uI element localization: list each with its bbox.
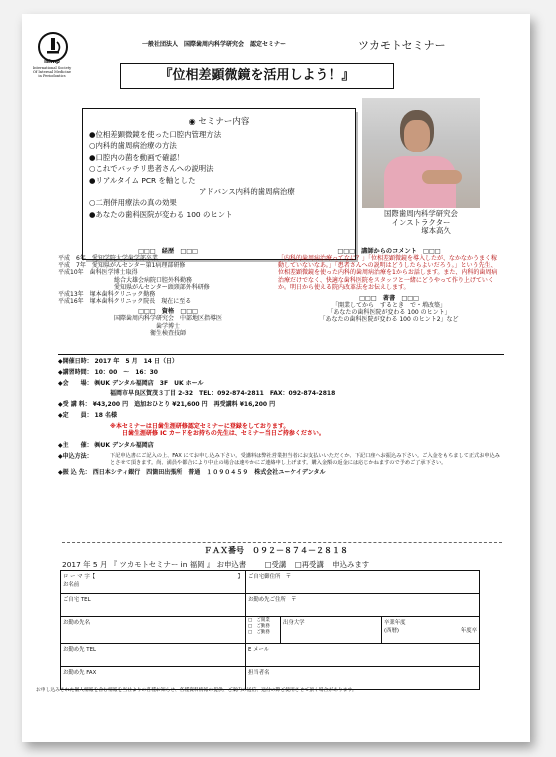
book-title: 「開業してから するとき で・増改築」 (331, 302, 446, 310)
career-section (58, 246, 278, 337)
career-line: 平成13年 塚本歯科クリニック勤務 (58, 291, 156, 299)
books-heading: □□□ 著書 □□□ (359, 295, 419, 303)
fax-number: ＦＡＸ番号 ０９２－８７４－２８１８ (204, 546, 348, 555)
application-form (60, 570, 480, 690)
seminar-item: ○二剤併用療法の真の効果 (89, 198, 177, 208)
seminar-item: ●リアルタイム PCR を軸とした (89, 175, 196, 185)
cpd-note-2: 日歯生涯研修 IC カードをお持ちの先生は、セミナー当日ご持参ください。 (122, 430, 325, 438)
fee-label: ◆受 講 料： (58, 401, 91, 408)
grad-year-row (384, 626, 477, 634)
work-name-cell[interactable] (61, 617, 246, 644)
apply-text: 下記申込書にご記入の上、FAX にてお申し込み下さい。受講料は弊社営業担当者にお支払いいただくか、下記口座へお振込み下さい。ご入金をもちまして正式お申込みとさせて頂きます。尚、満員や都合により中止の場合は速やかにご連絡申し上げます。購入金額の返金には応じかねますので予めご了承下さい。 (110, 453, 500, 466)
eye-icon: ◉ (188, 117, 196, 126)
seminar-item: ●位相差顕微鏡を使った口腔内管理方法 (89, 130, 222, 139)
divider (58, 354, 504, 355)
cut-line (62, 542, 502, 543)
romaji-row (63, 572, 243, 580)
romaji-bracket: 】 (237, 574, 243, 580)
books-list (278, 302, 500, 324)
option-attend[interactable]: □受講 (264, 560, 287, 569)
bank-label: ◆振 込 先： (58, 469, 91, 477)
comment-heading: □□□ 講師からのコメント □□□ (337, 248, 441, 255)
venue-value: ㈱UK デンタル福岡店 3F UK ホール (94, 380, 204, 387)
contact-cell[interactable] (246, 667, 480, 690)
form-header-row (62, 559, 502, 570)
org-name: 一般社団法人 国際歯周内科学研究会 認定セミナー (142, 41, 287, 48)
logo-text: International Society Of Internal Medicine in Periodontics (32, 66, 72, 79)
career-heading: □□□ 経歴 □□□ (138, 248, 198, 255)
apply-text-label: 申込みます (332, 560, 370, 569)
home-address-cell[interactable] (246, 571, 480, 594)
name-cell[interactable] (61, 571, 246, 594)
photo-arm (422, 170, 462, 184)
brand-name: ツカモトセミナー (358, 39, 446, 52)
microscope-icon (38, 32, 68, 62)
work-name-label: お勤め先名 (63, 620, 90, 626)
seminar-item: ●あなたの歯科医院が変わる 100 のヒント (89, 209, 233, 219)
page-title: 『位相差顕微鏡を活用しよう！』 (120, 63, 394, 89)
career-line: 平成 7年 愛知県がんセンター第1病理部研修 (58, 262, 186, 270)
qual-heading: □□□ 資格 □□□ (138, 308, 198, 316)
school-label: 出身大学 (283, 620, 305, 626)
venue-address: 福岡市早良区賀茂３丁目 2-32 TEL：092-874-2811 FAX：092-874-2818 (110, 390, 336, 397)
romaji-label: ロ ー マ 字【 (63, 574, 96, 580)
instructor-caption (362, 210, 480, 236)
instructor-photo (362, 98, 480, 208)
home-address-label: ご自宅御住所 〒 (248, 574, 292, 580)
home-tel-label: ご自宅 TEL (63, 597, 91, 603)
book-title: 「あなたの歯科医院が変わる 100 のヒント」 (327, 309, 451, 317)
seminar-item: ○内科的歯周病治療の方法 (89, 141, 177, 151)
seminar-item: ●口腔内の菌を動画で確認！ (89, 152, 185, 162)
school-cell[interactable] (281, 617, 382, 644)
name-label: お名前 (63, 582, 80, 588)
career-list (58, 255, 278, 305)
grad-year-cell[interactable] (382, 617, 480, 644)
logo-mark: isimp (44, 59, 60, 65)
seminar-heading: セミナー内容 (198, 117, 250, 127)
bank-value: 西日本シティ銀行 四箇田出張所 普通 １０９０４５９ 株式会社ユーケイデンタル (92, 469, 326, 477)
work-tel-cell[interactable] (61, 644, 246, 667)
work-fax-label: お勤め先 FAX (63, 670, 97, 676)
career-line: 平成 6年 愛知学院大学歯学部卒業 (58, 255, 158, 262)
qual-line: 衛生検査技師 (149, 329, 186, 337)
capacity-value: 18 名様 (94, 412, 117, 419)
date-label: ◆開催日時： (58, 358, 93, 365)
contact-label: 担当者名 (248, 670, 270, 676)
qual-list (58, 315, 278, 337)
career-line: 平成10年 歯科医学博士取得 (58, 269, 138, 277)
career-line: 平成16年 塚本歯科クリニック院長 現在に至る (58, 298, 192, 306)
comment-text: 「内科的歯周病治療ってなに？」「位相差顕微鏡を導入したが、なかなかうまく稼動していないなあ。」「患者さんへの説明はどうしたらよいだろう。」という先生、位相差顕微鏡を使った内科的歯周病治療を1からお話します。また、内科的歯周病治療だけでなく、快適な歯科医院をスタッフと一緒にどうやって作り上げていくか。明日から使える院内改革法をお伝えします。 (278, 255, 498, 291)
work-tel-label: お勤め先 TEL (63, 647, 96, 653)
employment-type-cell[interactable] (246, 617, 281, 644)
instructor-name: 塚本高久 (421, 226, 451, 236)
time-label: ◆講習時間： (58, 369, 93, 376)
date-value: 2017 年 5 月 14 日（日） (94, 358, 179, 365)
checkbox-employed[interactable]: □ ご勤務 (248, 624, 270, 629)
seminar-box (82, 108, 356, 260)
home-tel-cell[interactable] (61, 594, 246, 617)
work-address-label: お勤め先ご住所 〒 (248, 597, 297, 603)
capacity-label: ◆定 員： (58, 412, 93, 419)
work-fax-cell[interactable] (61, 667, 246, 690)
cpd-note: ※本セミナーは日歯生涯研修認定セミナーに登録をしております。 (110, 423, 290, 430)
time-value: 10：00 ～ 16：30 (94, 369, 158, 376)
option-reattend[interactable]: □再受講 (294, 560, 324, 569)
instructor-org: 国際歯周内科学研究会 (384, 209, 458, 218)
flyer-sheet (22, 14, 530, 742)
work-address-cell[interactable] (246, 594, 480, 617)
checkbox-employed-2[interactable]: □ ご勤務 (248, 630, 270, 635)
host-label: ◆主 催： (58, 442, 93, 450)
era-label: (西暦) (384, 628, 399, 634)
fee-value: ¥43,200 円 追加おひとり ¥21,600 円 再受講料 ¥16,200 円 (92, 401, 276, 408)
year-suffix: 年度卒 (460, 628, 477, 634)
details-section (58, 358, 504, 476)
book-title: 「あなたの歯科医院が変わる 100 のヒント2」など (319, 316, 459, 324)
seminar-list (89, 129, 295, 220)
venue-label: ◆会 場： (58, 380, 93, 387)
grad-year-label: 卒業年度 (384, 620, 406, 626)
photo-face (404, 120, 430, 152)
qual-line: 国際歯周内科学研究会 中部地区指導医 (113, 315, 222, 323)
comment-section (278, 246, 500, 324)
seminar-item: アドバンス内科的歯周病治療 (199, 187, 295, 197)
qual-line: 歯学博士 (155, 322, 180, 330)
checkbox-owner[interactable]: □ ご開業 (248, 618, 270, 623)
apply-label: ◆申込方法： (58, 453, 93, 461)
email-cell[interactable] (246, 644, 480, 667)
email-label: E メール (248, 647, 270, 653)
instructor-role: インストラクター (391, 217, 451, 227)
privacy-footer: お申し込みされた個人情報を含む情報を当社よりの各種お知らせ、各種資料情報の提供、ご案内の送信、送付の際ご使用させて頂く場合があります。 (36, 688, 357, 693)
seminar-item: ○これでバッチリ患者さんへの説明法 (89, 164, 214, 174)
form-subtitle: 2017 年 5 月 『 ツカモトセミナー in 福岡 』 お申込書 (62, 560, 247, 569)
career-line: 愛知県がんセンター頭頸部外科研修 (114, 283, 210, 291)
seminar-heading-row (83, 115, 355, 127)
career-line: 総合大雄会病院口腔外科勤務 (114, 276, 193, 284)
host-value: ㈱UK デンタル福岡店 (94, 442, 154, 450)
